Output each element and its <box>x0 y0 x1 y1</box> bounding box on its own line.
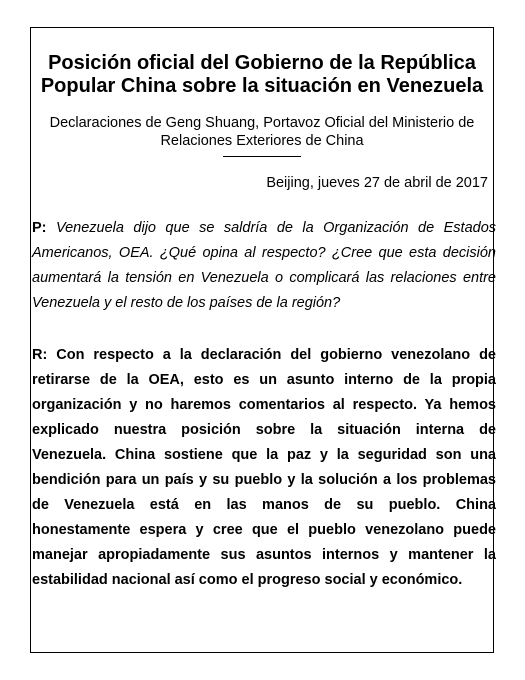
document-subtitle: Declaraciones de Geng Shuang, Portavoz Oficial del Ministerio de Relaciones Exteriores de China <box>49 115 475 149</box>
document-title: Posición oficial del Gobierno de la República Popular China sobre la situación en Venezuela <box>40 52 484 97</box>
dateline: Beijing, jueves 27 de abril de 2017 <box>266 175 488 191</box>
question-paragraph <box>32 216 496 316</box>
divider-line <box>223 156 301 157</box>
question-label: P: <box>32 220 47 236</box>
answer-paragraph: R: Con respecto a la declaración del gobierno venezolano de retirarse de la OEA, esto es un asunto interno de la propia organización y no haremos comentarios al respecto. Ya hemos explicado nuestra posición sobre la situación interna de Venezuela. China sostiene que la paz y la seguridad son una bendición para un país y su pueblo y la solución a los problemas de Venezuela está en las manos de su pueblo. China honestamente espera y cree que el pueblo venezolano puede manejar apropiadamente sus asuntos internos y mantener la estabilidad nacional así como el progreso social y económico. <box>32 347 496 588</box>
question-text: Venezuela dijo que se saldría de la Organización de Estados Americanos, OEA. ¿Qué opina al respecto? ¿Cree que esta decisión aumentará la tensión en Venezuela o complicará las relaciones entre Venezuela y el resto de los países de la región? <box>32 220 497 311</box>
